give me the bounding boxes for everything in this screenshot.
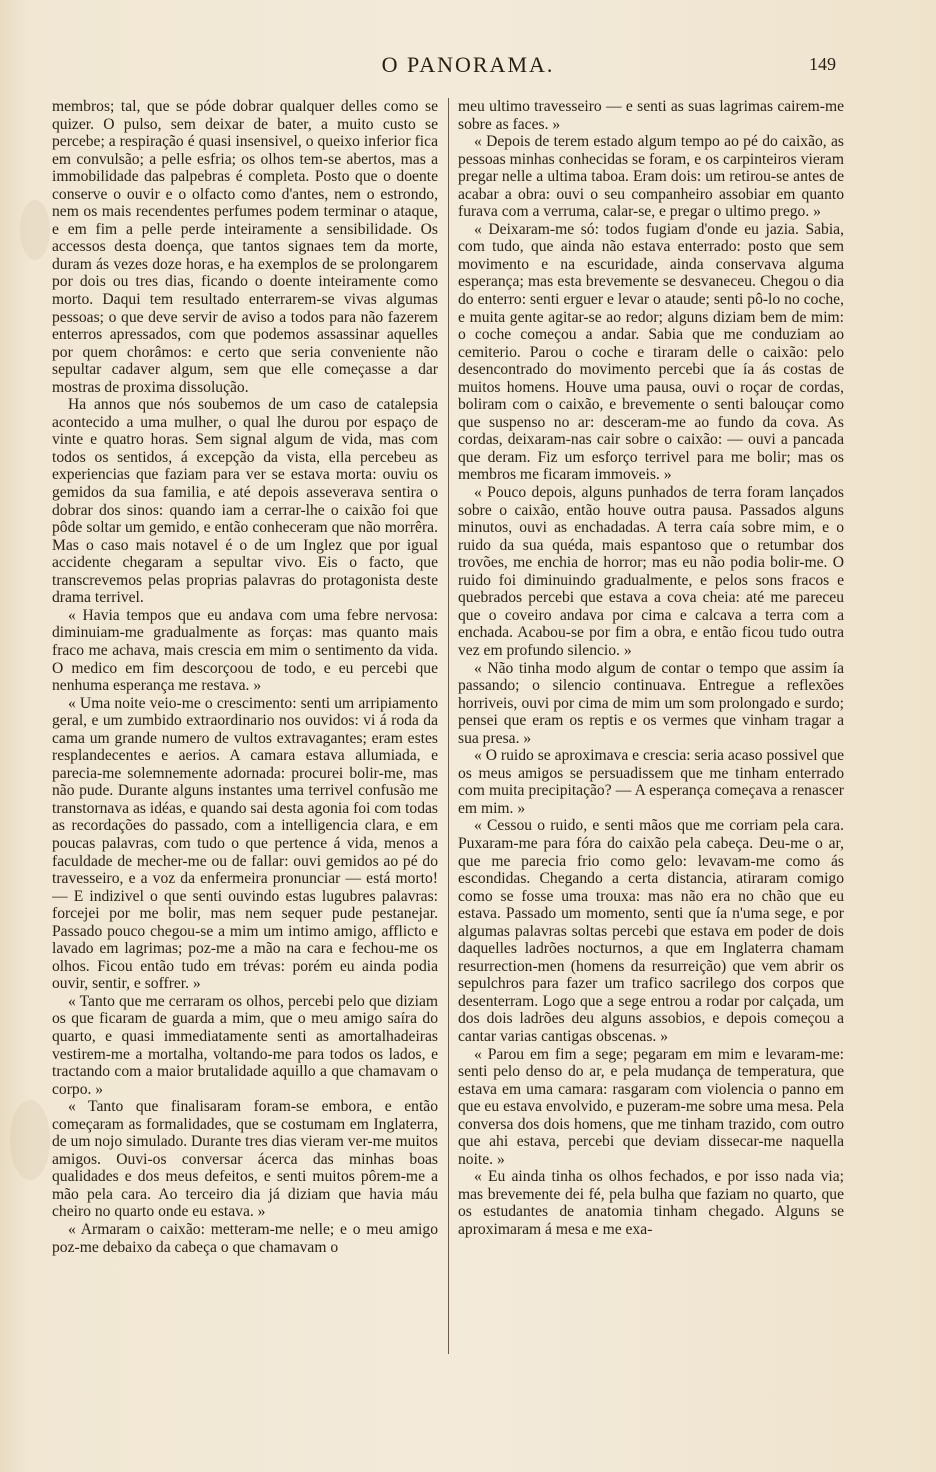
newspaper-title: O PANORAMA. <box>381 52 555 77</box>
paragraph: « Não tinha modo algum de contar o tempo que assim ía passando; o silencio continuava. Entregue a reflexões horriveis, ouvi por cima de mim um som prolongado e surdo; pensei que eram os reptis e os vermes que vinham tragar a sua presa. » <box>458 659 844 747</box>
paragraph: « Depois de terem estado algum tempo ao pé do caixão, as pessoas minhas conhecidas se foram, e os carpinteiros vieram pregar nelle a ultima taboa. Eram dois: um retirou-se antes de acabar a obra: ouvi o seu companheiro assobiar em quanto furava com a verruma, calar-se, e pregar o ultimo prego. » <box>458 133 844 221</box>
paragraph: « Uma noite veio-me o crescimento: senti um arripiamento geral, e um zumbido extraordinario nos ouvidos: vi á roda da cama um grande numero de vultos extravagantes; eram estes resplandecentes e aerios. A camara estava allumiada, e parecia-me solemnemente adornada: procurei bolir-me, mas não pude. Durante alguns instantes uma terrivel confusão me transtornava as idéas, e quando sai desta agonia foi com todas as recordações do passado, com a intelligencia clara, e em poucas palavras, com tudo o que pertence á vida, menos a faculdade de mecher-me ou de fallar: ouvi gemidos ao pé do travesseiro, e a voz da enfermeira pronunciar — está morto! — E indizivel o que senti ouvindo estas lugubres palavras: forcejei por me bolir, mas nem sequer pude pestanejar. Passado pouco chegou-se a mim um intimo amigo, afflicto e lavado em lagrimas; poz-me a mão na cara e fechou-me os olhos. Ficou então tudo em trévas: porém eu ainda podia ouvir, sentir, e soffrer. » <box>52 694 438 993</box>
paragraph: « Pouco depois, alguns punhados de terra foram lançados sobre o caixão, então houve outra pausa. Passados alguns minutos, ouvi as enchadadas. A terra caía sobre mim, e o ruido da sua quéda, mais espantoso que o retumbar dos trovões, me enchia de horror; mas eu não podia bolir-me. O ruido foi diminuindo gradualmente, e pelos sons fracos e quebrados percebi que estava a cova cheia: até me pareceu que o coveiro andava por cima e calcava a terra com a enchada. Acabou-se por fim a obra, e então ficou tudo outra vez em profundo silencio. » <box>458 484 844 659</box>
paragraph: « Armaram o caixão: metteram-me nelle; e o meu amigo poz-me debaixo da cabeça o que chamavam o <box>52 1221 438 1256</box>
paragraph: meu ultimo travesseiro — e senti as suas lagrimas cairem-me sobre as faces. » <box>458 98 844 133</box>
paragraph: « Tanto que me cerraram os olhos, percebi pelo que diziam os que ficaram de guarda a mim, que o meu amigo saíra do quarto, e quasi immediatamente senti as amortalhadeiras vestirem-me a mortalha, voltando-me para todos os lados, e tractando com a maior brutalidade aquillo a que chamavam o corpo. » <box>52 992 438 1098</box>
paragraph: « Cessou o ruido, e senti mãos que me corriam pela cara. Puxaram-me para fóra do caixão pela cabeça. Deu-me o ar, que me parecia frio como gelo: levavam-me como ás escondidas. Chegando a certa distancia, atiraram comigo como se fosse uma trouxa: mas não era no chão que eu estava. Passado um momento, senti que ía n'uma sege, e por algumas palavras soltas percebi que estava em poder de dois daquelles ladrões nocturnos, a que em Inglaterra chamam resurrection-men (homens da resurreição) que vem abrir os sepulchros para fazer um trafico sacrilego dos corpos que desenterram. Logo que a sege entrou a rodar por calçada, um dos dois ladrões deu alguns assobios, e depois começou a cantar varias cantigas obscenas. » <box>458 817 844 1045</box>
paper-stain <box>10 1100 50 1180</box>
right-column <box>458 98 844 1358</box>
paragraph: « Tanto que finalisaram foram-se embora, e então começaram as formalidades, que se costumam em Inglaterra, de um nojo simulado. Durante tres dias vieram ver-me muitos amigos. Ouvi-os conversar ácerca das minhas boas qualidades e dos meus defeitos, e senti muitos pôrem-me a mão pela cara. Ao terceiro dia já diziam que havia máu cheiro no quarto onde eu estava. » <box>52 1098 438 1221</box>
left-column <box>52 98 438 1358</box>
paper-stain <box>20 200 50 260</box>
paragraph: « Deixaram-me só: todos fugiam d'onde eu jazia. Sabia, com tudo, que ainda não estava enterrado: posto que sem movimento e na escuridade, ainda conservava alguma esperança; mas esta brevemente se desvaneceu. Chegou o dia do enterro: senti erguer e levar o ataude; senti pô-lo no coche, e muita gente agitar-se ao redor; alguns diziam bem de mim: o coche começou a andar. Sabia que me conduziam ao cemiterio. Parou o coche e tiraram delle o caixão: pelo desencontrado do movimento percebi que ía ás costas de muitos homens. Houve uma pausa, ouvi o roçar de cordas, boliram com o caixão, e brevemente o senti balouçar como que suspenso no ar: desceram-me ao fundo da cova. As cordas, deixaram-nas cair sobre o caixão: — ouvi a pancada que deram. Fiz um esforço terrivel para me bolir; mas os membros me ficaram immoveis. » <box>458 220 844 484</box>
paragraph: « Parou em fim a sege; pegaram em mim e levaram-me: senti pelo denso do ar, e pela mudança de temperatura, que estava em uma camara: rasgaram com violencia o panno em que eu estava envolvido, e puzeram-me sobre uma mesa. Pela conversa dos dois homens, que me tinham trazido, com outro que ahi estava, percebi que deviam dissecar-me naquella noite. » <box>458 1045 844 1168</box>
paragraph: « O ruido se aproximava e crescia: seria acaso possivel que os meus amigos se persuadissem que me tinham enterrado com muita precipitação? — A esperança começava a renascer em mim. » <box>458 747 844 817</box>
column-divider <box>448 98 449 1354</box>
paragraph: Ha annos que nós soubemos de um caso de catalepsia acontecido a uma mulher, o qual lhe durou por espaço de vinte e quatro horas. Sem signal algum de vida, mas com todos os sentidos, á excepção da vista, ella percebeu as experiencias que faziam para ver se estava morta: ouviu os gemidos da sua familia, e até depois asseverava sentira o dobrar dos sinos: quando iam a cerrar-lhe o caixão foi que pôde soltar um gemido, e então conheceram que não morrêra. Mas o caso mais notavel é o de um Inglez que por igual accidente chegaram a sepultar vivo. Eis o facto, que transcrevemos pelas proprias palavras do protagonista deste drama terrivel. <box>52 396 438 607</box>
page-number: 149 <box>809 54 836 74</box>
paragraph: « Eu ainda tinha os olhos fechados, e por isso nada via; mas brevemente dei fé, pela bulha que faziam no quarto, que os estudantes de anatomia tinham chegado. Alguns se aproximaram á mesa e me exa- <box>458 1168 844 1238</box>
paragraph: membros; tal, que se póde dobrar qualquer delles como se quizer. O pulso, sem deixar de bater, a muito custo se percebe; a respiração é quasi insensivel, o queixo inferior fica em convulsão; a pelle esfria; os olhos tem-se abertos, mas a immobilidade das palpebras é completa. Posto que o doente conserve o ouvir e o olfacto como d'antes, nem o estrondo, nem os mais recendentes perfumes podem terminar o ataque, e em fim a pelle perde inteiramente a sensibilidade. Os accessos desta doença, que tantos signaes tem da morte, duram ás vezes doze horas, e ha exemplos de se prolongarem por dois ou tres dias, ficando o doente inteiramente como morto. Daqui tem resultado enterrarem-se vivas algumas pessoas; o que deve servir de aviso a todos para não fazerem enterros apressados, com que podemos assassinar aquelles por quem chorâmos: e certo que seria conveniente não sepultar cadaver algum, sem que elle começasse a dar mostras de proxima dissolução. <box>52 98 438 396</box>
page-header <box>0 52 936 86</box>
paragraph: « Havia tempos que eu andava com uma febre nervosa: diminuiam-me gradualmente as forças: mas quanto mais fraco me achava, mais crescia em mim o sentimento da vida. O medico em fim descorçoou de todo, e eu percebi que nenhuma esperança me restava. » <box>52 606 438 695</box>
